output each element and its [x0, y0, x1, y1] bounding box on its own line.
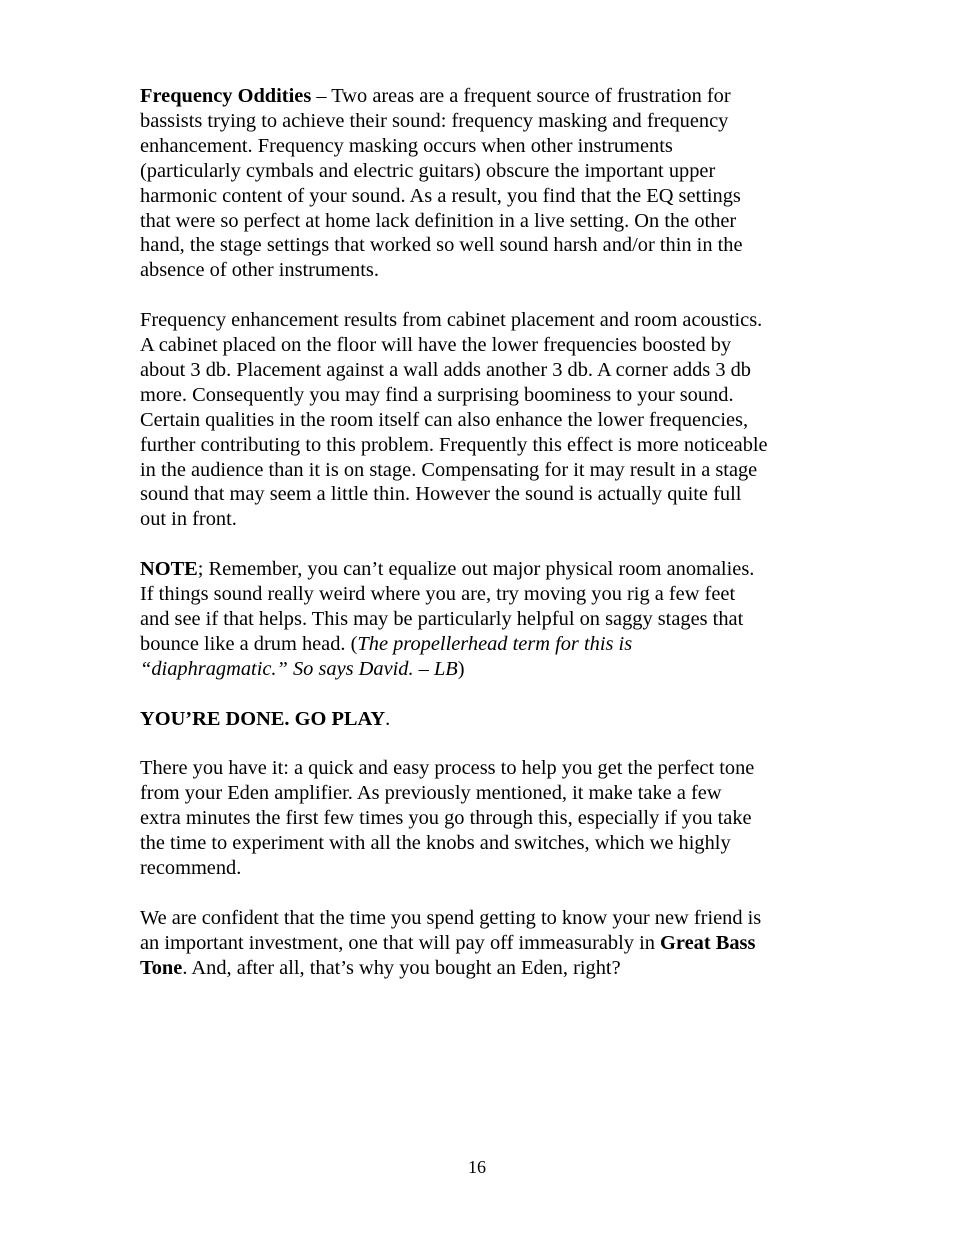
paragraph-text: Frequency enhancement results from cabinet placement and room acoustics. A cabinet placed on the floor will have the lower frequencies boosted by about 3 db. Placement against a wall adds another 3 db. A corner adds 3 db more. Consequently you may find a surprising boominess to your sound. Certain qualities in the room itself can also enhance the lower frequencies, further contributing to this problem. Frequently this effect is more noticeable in the audience than it is on stage. Compensating for it may result in a stage sound that may seem a little thin. However the sound is actually quite full out in front.	[140, 309, 768, 531]
heading-frequency-oddities: Frequency Oddities	[140, 85, 312, 107]
paragraph-text: There you have it: a quick and easy process to help you get the perfect tone from your Eden amplifier. As previously mentioned, it make take a few extra minutes the first few times you go through this, especially if you take the time to experiment with all the knobs and switches, which we highly recommend.	[140, 757, 755, 880]
paragraph-frequency-enhancement	[140, 308, 816, 532]
paragraph-text: We are confident that the time you spend getting to know your new friend is an important investment, one that will pay off immeasurably in	[140, 906, 762, 954]
paragraph-text: – Two areas are a frequent source of frustration for bassists trying to achieve their sound: frequency masking and frequency enhancement. Frequency masking occurs when other instruments (particularly cymbals and electric guitars) obscure the important upper harmonic content of your sound. As a result, you find that the EQ settings that were so perfect at home lack definition in a live setting. On the other hand, the stage settings that worked so well sound harsh and/or thin in the absence of other instruments.	[140, 85, 743, 282]
paragraph-frequency-oddities	[140, 84, 816, 283]
paragraph-note	[140, 557, 816, 682]
paragraph-text-end: . And, after all, that’s why you bought an Eden, right?	[182, 956, 621, 979]
paragraph-text: .	[385, 707, 391, 730]
heading-done: YOU’RE DONE. GO PLAY	[140, 707, 386, 730]
great-bass-tone: Great Bass Tone	[140, 931, 756, 979]
closing-paren: )	[457, 657, 465, 680]
paragraph-closing	[140, 906, 816, 981]
document-body	[140, 84, 816, 1005]
paragraph-done	[140, 707, 816, 732]
note-label: NOTE	[140, 558, 198, 581]
paragraph-summary	[140, 756, 816, 881]
italic-aside: The propellerhead term for this is “diaphragmatic.” So says David. – LB	[140, 632, 633, 680]
paragraph-text: ; Remember, you can’t equalize out major physical room anomalies. If things sound really weird where you are, try moving you rig a few feet and see if that helps. This may be particularly helpful on saggy stages that bounce like a drum head. (	[140, 558, 755, 655]
page-number: 16	[468, 1157, 486, 1177]
